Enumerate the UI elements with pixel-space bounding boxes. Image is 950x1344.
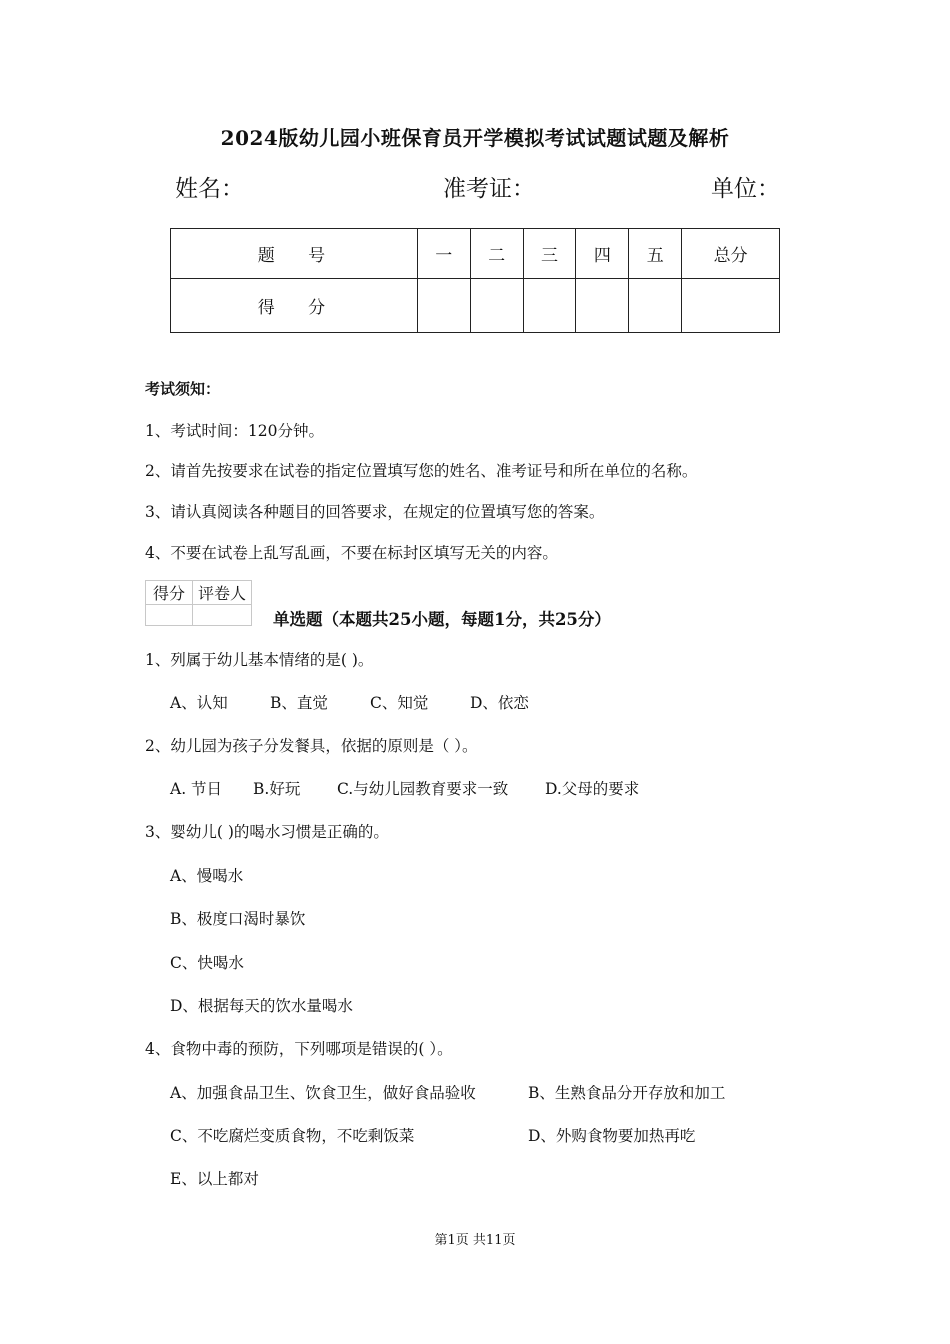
question-2-option[interactable]: C.与幼儿园教育要求一致: [337, 780, 509, 798]
candidate-info: [175, 170, 780, 202]
question-2-option[interactable]: D.父母的要求: [545, 780, 640, 798]
notes-item: 1、考试时间：120分钟。: [145, 422, 324, 440]
grader-reviewer-cell[interactable]: [193, 605, 252, 626]
score-input-cell[interactable]: [682, 279, 780, 333]
question-1-option[interactable]: B、直觉: [270, 694, 328, 712]
question-3-option[interactable]: C、快喝水: [170, 954, 244, 972]
score-table-cell: 得 分: [171, 279, 418, 333]
score-input-cell[interactable]: [470, 279, 523, 333]
section-heading: 单选题（本题共25小题，每题1分，共25分）: [273, 610, 611, 629]
score-table-cell: 题 号: [171, 229, 418, 279]
page-title: 2024版幼儿园小班保育员开学模拟考试试题试题及解析: [220, 126, 730, 150]
question-4-option[interactable]: D、外购食物要加热再吃: [528, 1127, 696, 1145]
grader-score-label: 得分: [146, 581, 193, 605]
score-input-cell[interactable]: [523, 279, 576, 333]
notes-item: 4、不要在试卷上乱写乱画，不要在标封区填写无关的内容。: [145, 544, 558, 562]
score-table-cell: 三: [523, 229, 576, 279]
notes-heading: 考试须知：: [145, 380, 221, 398]
score-table-cell: 五: [629, 229, 682, 279]
ticket-label: 准考证：: [443, 176, 535, 202]
question-1-option[interactable]: C、知觉: [370, 694, 429, 712]
grader-score-cell[interactable]: [146, 605, 193, 626]
score-table-cell: 总分: [682, 229, 780, 279]
score-table-cell: 四: [576, 229, 629, 279]
question-3: 3、婴幼儿( )的喝水习惯是正确的。: [145, 823, 389, 841]
grader-box: [145, 580, 252, 626]
name-label: 姓名：: [175, 176, 244, 202]
question-4-option[interactable]: B、生熟食品分开存放和加工: [528, 1084, 726, 1102]
score-table-score-row: [171, 279, 780, 333]
question-1-option[interactable]: A、认知: [170, 694, 228, 712]
question-4: 4、食物中毒的预防，下列哪项是错误的( ）。: [145, 1040, 453, 1058]
page-footer: 第1页 共11页: [434, 1233, 516, 1248]
score-table: [170, 228, 780, 333]
question-3-option[interactable]: A、慢喝水: [170, 867, 244, 885]
score-input-cell[interactable]: [576, 279, 629, 333]
notes-item: 3、请认真阅读各种题目的回答要求，在规定的位置填写您的答案。: [145, 503, 605, 521]
question-3-option[interactable]: D、根据每天的饮水量喝水: [170, 997, 353, 1015]
question-4-option[interactable]: A、加强食品卫生、饮食卫生，做好食品验收: [170, 1084, 476, 1102]
question-1: 1、列属于幼儿基本情绪的是( )。: [145, 651, 374, 669]
question-2-option[interactable]: A. 节日: [170, 780, 223, 798]
score-table-cell: 一: [417, 229, 470, 279]
score-input-cell[interactable]: [629, 279, 682, 333]
score-table-header-row: [171, 229, 780, 279]
notes-item: 2、请首先按要求在试卷的指定位置填写您的姓名、准考证号和所在单位的名称。: [145, 462, 698, 480]
question-2-option[interactable]: B.好玩: [253, 780, 301, 798]
question-3-option[interactable]: B、极度口渴时暴饮: [170, 910, 306, 928]
score-input-cell[interactable]: [417, 279, 470, 333]
question-4-option[interactable]: E、以上都对: [170, 1170, 259, 1188]
score-table-cell: 二: [470, 229, 523, 279]
grader-reviewer-label: 评卷人: [193, 581, 252, 605]
question-1-option[interactable]: D、依恋: [470, 694, 529, 712]
unit-label: 单位：: [711, 176, 780, 202]
question-2: 2、幼儿园为孩子分发餐具，依据的原则是（ ）。: [145, 737, 478, 755]
question-4-option[interactable]: C、不吃腐烂变质食物，不吃剩饭菜: [170, 1127, 415, 1145]
